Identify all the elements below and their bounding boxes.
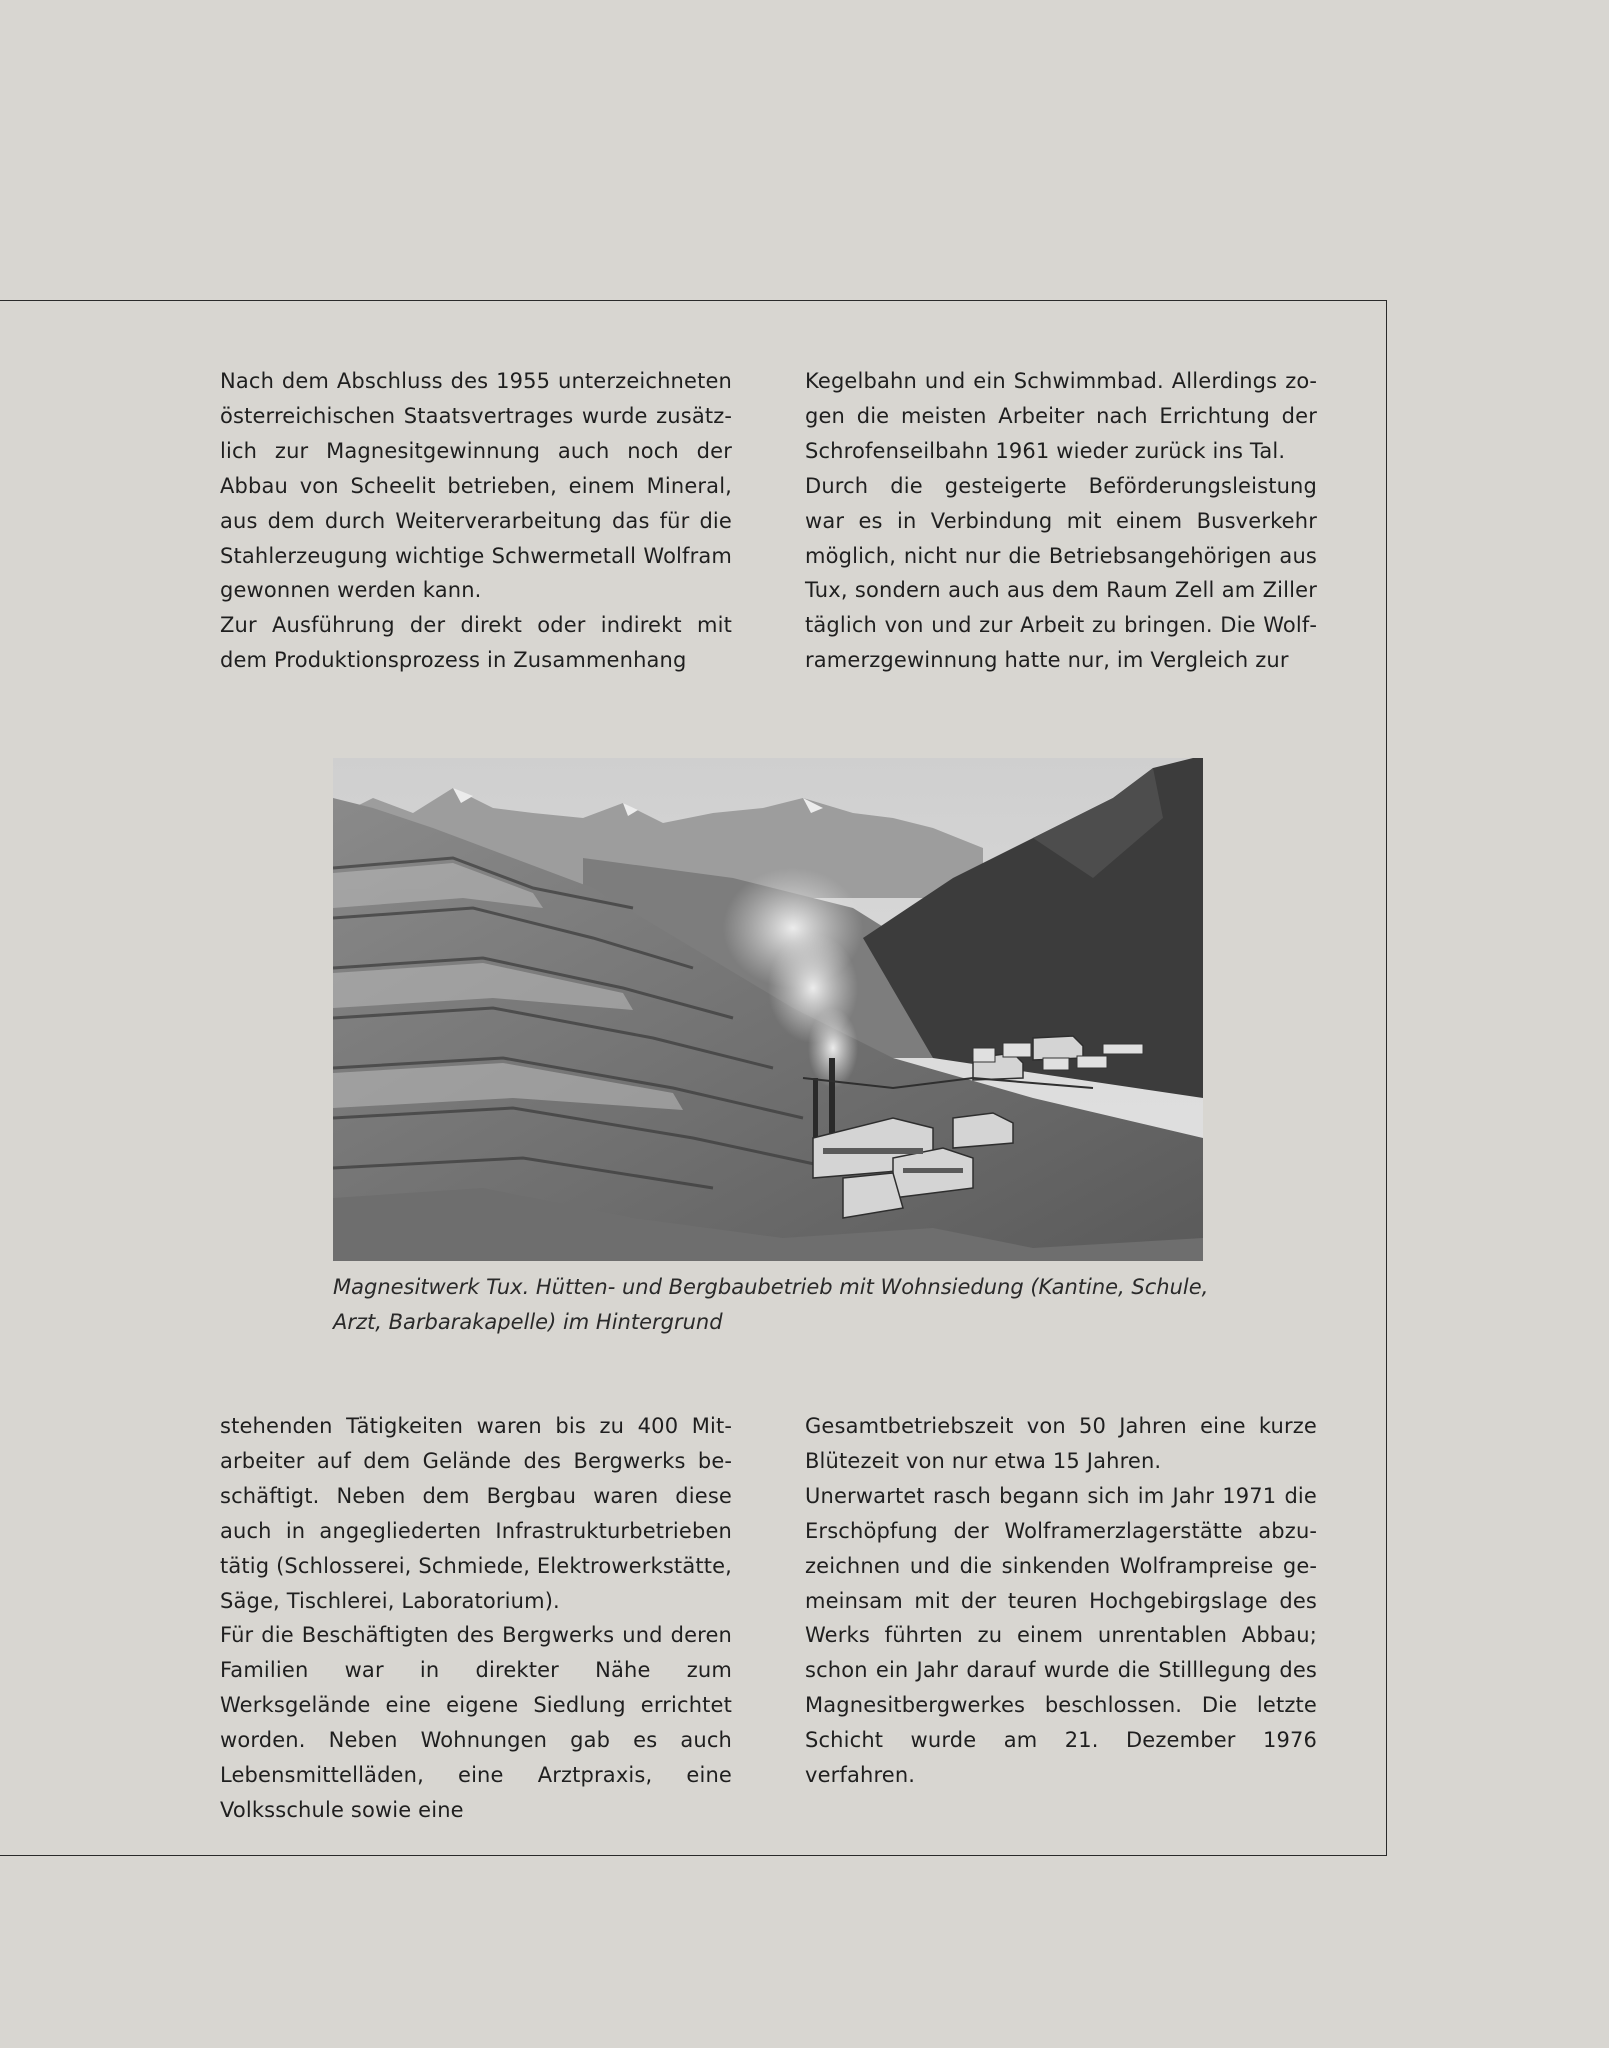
text-column-top-left — [220, 364, 732, 678]
paragraph: Kegelbahn und ein Schwimmbad. Allerdings zogen die meisten Arbeiter nach Errichtung der Schrofenseilbahn 1961 wieder zurück ins Tal. — [805, 369, 1317, 463]
paragraph: Für die Beschäftigten des Bergwerks und deren Familien war in direkter Nähe zum Werksgelände eine eigene Siedlung errichtet worden. Neben Wohnungen gab es auch Lebensmittelläden, eine Arztpraxis, eine Volksschule sowie eine — [220, 1623, 732, 1822]
paragraph: Zur Ausführung der direkt oder indirekt mit dem Produktionsprozess in Zusammenhang — [220, 613, 732, 673]
paragraph: Unerwartet rasch begann sich im Jahr 1971 die Erschöpfung der Wolframerzlagerstätte abzuzeichnen und die sinkenden Wolframpreise gemeinsam mit der teuren Hochgebirgslage des Werks führten zu einem unrentablen Abbau; schon ein Jahr darauf wurde die Stilllegung des Magnesitbergwerkes beschlossen. Die letzte Schicht wurde am 21. Dezember 1976 verfahren. — [805, 1483, 1317, 1788]
paragraph: Gesamtbetriebszeit von 50 Jahren eine kurze Blütezeit von nur etwa 15 Jahren. — [805, 1414, 1317, 1473]
photo-caption: Magnesitwerk Tux. Hütten- und Bergbaubetrieb mit Wohnsiedung (Kantine, Schule, Arzt, Barbarakapelle) im Hintergrund — [333, 1275, 1209, 1334]
paragraph: Durch die gesteigerte Beförderungsleistung war es in Verbindung mit einem Busverkehr möglich, nicht nur die Betriebsangehörigen aus Tux, sondern auch aus dem Raum Zell am Ziller täglich von und zur Arbeit zu bringen. Die Wolframerzgewinnung hatte nur, im Vergleich zur — [805, 473, 1317, 673]
paragraph: stehenden Tätigkeiten waren bis zu 400 Mitarbeiter auf dem Gelände des Bergwerks beschäftigt. Neben dem Bergbau waren diese auch in angegliederten Infrastrukturbetrieben tätig (Schlosserei, Schmiede, Elektrowerkstätte, Säge, Tischlerei, Laboratorium). — [220, 1414, 732, 1613]
text-column-top-right — [805, 364, 1317, 678]
text-column-bottom-right — [805, 1409, 1317, 1793]
paragraph: Nach dem Abschluss des 1955 unterzeichneten österreichischen Staatsvertrages wurde zusätzlich zur Magnesitgewinnung auch noch der Abbau von Scheelit betrieben, einem Mineral, aus dem durch Weiterverarbeitung das für die Stahlerzeugung wichtige Schwermetall Wolfram gewonnen werden kann. — [220, 369, 732, 603]
mine-photograph — [333, 758, 1203, 1261]
text-column-bottom-left — [220, 1409, 732, 1828]
